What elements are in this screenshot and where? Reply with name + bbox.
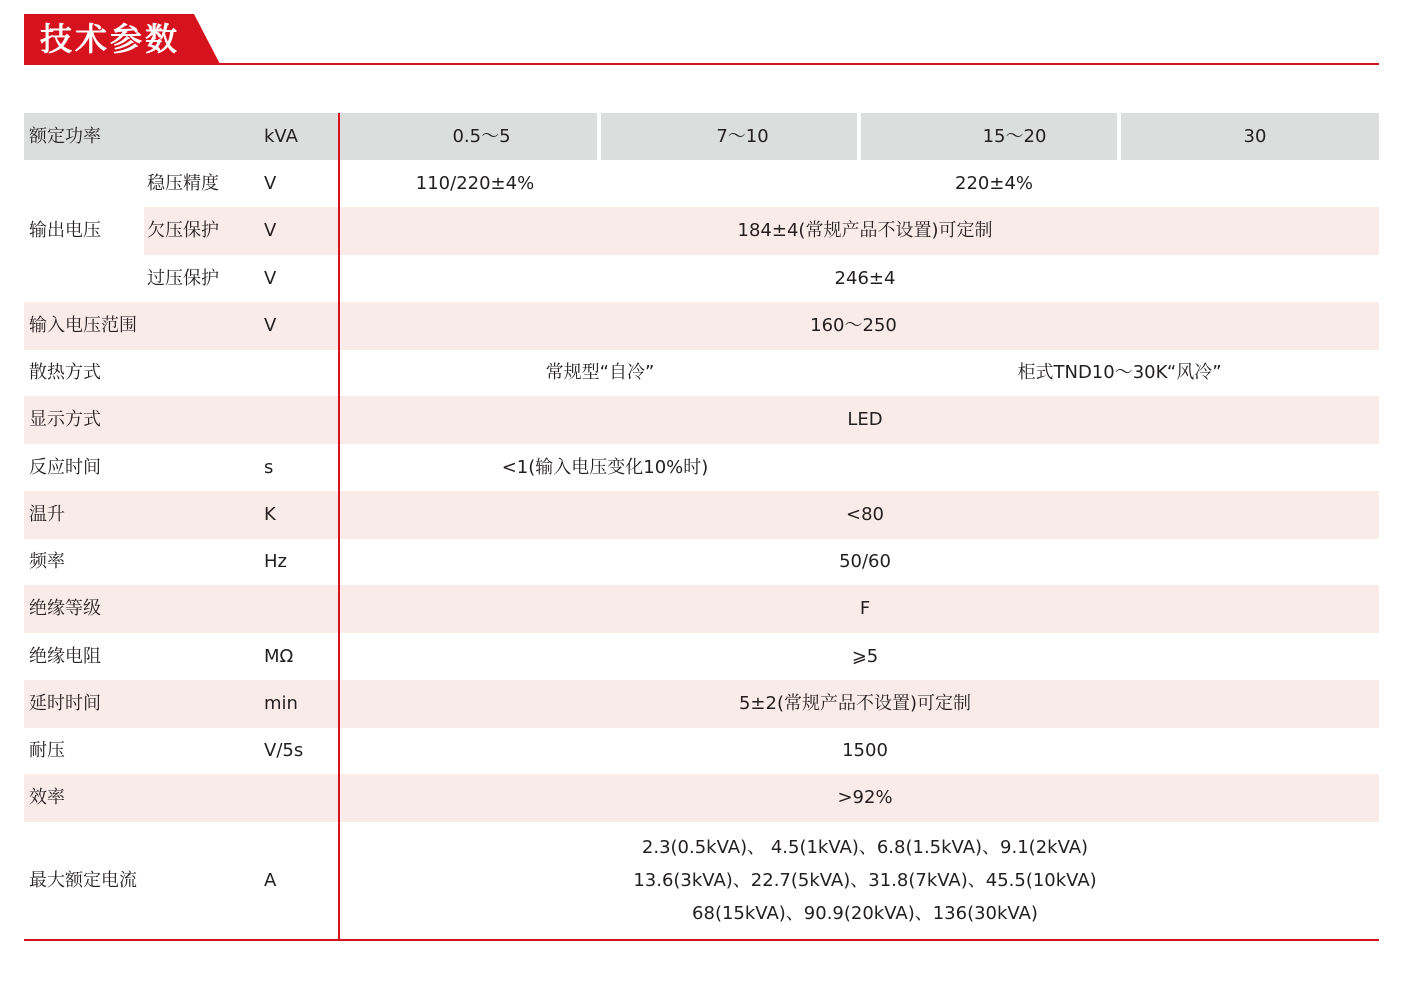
precision-value-1: 110/220±4%: [415, 172, 535, 194]
precision-label: 稳压精度: [147, 172, 219, 194]
over-unit: V: [264, 267, 277, 289]
current-unit: A: [264, 869, 277, 891]
precision-value-2: 220±4%: [955, 172, 1033, 194]
cooling-label: 散热方式: [29, 362, 101, 383]
display-value: LED: [847, 409, 883, 430]
title-rule: [24, 63, 1379, 65]
freq-value: 50/60: [839, 551, 891, 572]
temp-value: <80: [846, 504, 884, 525]
under-unit: V: [264, 220, 277, 241]
temp-unit: K: [264, 504, 276, 525]
delay-unit: min: [264, 693, 298, 714]
under-label: 欠压保护: [147, 220, 219, 241]
over-label: 过压保护: [147, 267, 219, 289]
response-unit: s: [264, 456, 274, 478]
head-col-2: 7～10: [716, 125, 769, 147]
eff-value: >92%: [837, 787, 893, 808]
delay-label: 延时时间: [29, 693, 101, 714]
cooling-value-2: 柜式TND10～30K“风冷”: [1017, 362, 1222, 383]
current-line-2: 13.6(3kVA)、22.7(5kVA)、31.8(7kVA)、45.5(10kVA): [633, 870, 1097, 891]
freq-unit: Hz: [264, 551, 287, 572]
eff-label: 效率: [29, 787, 65, 808]
head-col-1: 0.5～5: [452, 125, 511, 147]
withstand-value: 1500: [842, 740, 888, 761]
response-value: <1(输入电压变化10%时): [501, 456, 709, 478]
display-label: 显示方式: [29, 409, 101, 430]
head-col-4: 30: [1243, 125, 1267, 147]
current-values: [340, 822, 1390, 939]
output-group-label: 输出电压: [29, 220, 101, 241]
over-value: 246±4: [834, 267, 896, 289]
head-col-3: 15～20: [982, 125, 1047, 147]
insul-class-label: 绝缘等级: [29, 598, 101, 619]
insul-class-value: F: [859, 598, 871, 619]
input-value: 160～250: [810, 315, 897, 336]
precision-unit: V: [264, 172, 277, 194]
temp-label: 温升: [29, 504, 65, 525]
head-label: 额定功率: [29, 125, 101, 147]
insul-res-label: 绝缘电阻: [29, 645, 101, 667]
withstand-label: 耐压: [29, 740, 65, 761]
under-value: 184±4(常规产品不设置)可定制: [737, 220, 993, 241]
response-label: 反应时间: [29, 456, 101, 478]
page-title: 技术参数: [40, 20, 181, 58]
delay-value: 5±2(常规产品不设置)可定制: [738, 693, 972, 714]
current-line-1: 2.3(0.5kVA)、 4.5(1kVA)、6.8(1.5kVA)、9.1(2kVA): [641, 837, 1089, 858]
current-line-3: 68(15kVA)、90.9(20kVA)、136(30kVA): [692, 903, 1038, 924]
cooling-value-1: 常规型“自冷”: [545, 362, 655, 383]
input-label: 输入电压范围: [29, 315, 137, 336]
freq-label: 频率: [29, 551, 65, 572]
head-unit: kVA: [264, 125, 298, 147]
current-label: 最大额定电流: [29, 869, 137, 891]
insul-res-value: ⩾5: [851, 645, 879, 667]
withstand-unit: V/5s: [264, 740, 304, 761]
table-divider: [338, 113, 340, 940]
insul-res-unit: MΩ: [264, 645, 294, 667]
input-unit: V: [264, 315, 277, 336]
table-bottom-rule: [24, 939, 1379, 941]
